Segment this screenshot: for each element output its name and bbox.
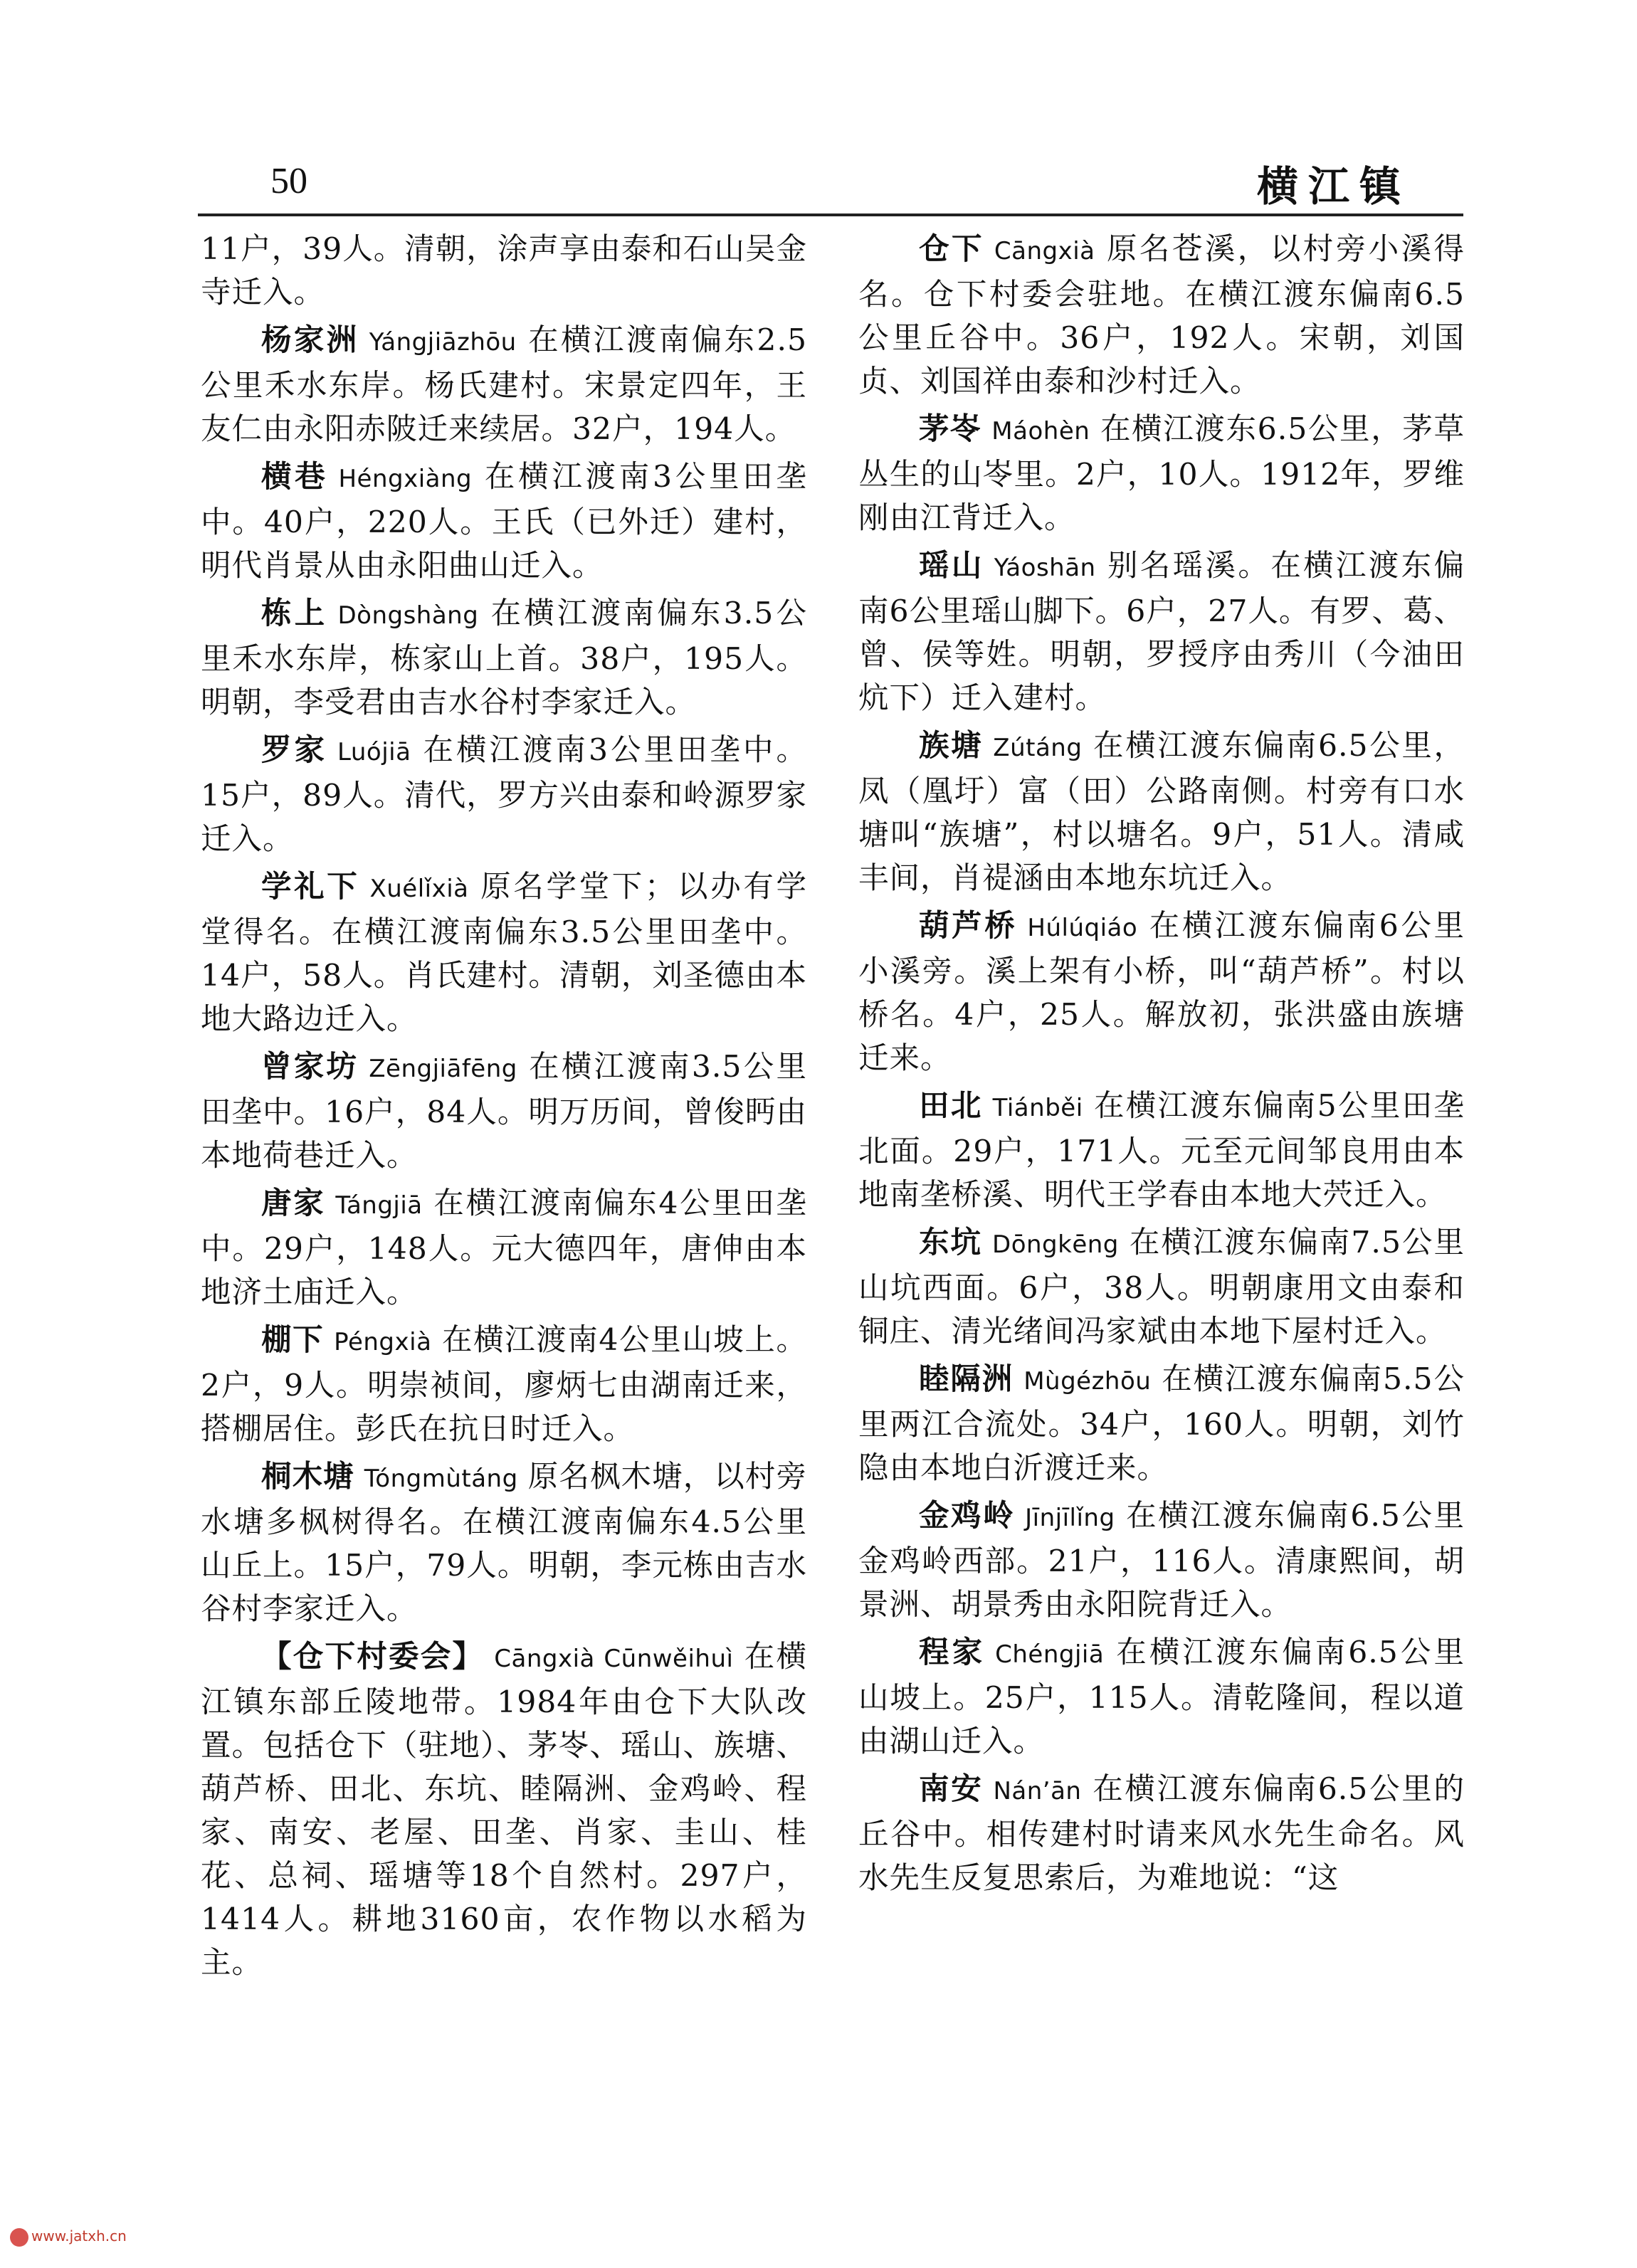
entry-paragraph	[201, 1455, 807, 1631]
left-column	[201, 228, 807, 2092]
entry-pinyin: Xuélǐxià	[369, 875, 469, 903]
entry-paragraph	[858, 1085, 1465, 1217]
entry-name: 茅岺	[919, 411, 982, 447]
entry-text: 在横江镇东部丘陵地带。1984年由仓下大队改置。包括仓下（驻地）、茅岺、瑶山、族塘、葫芦桥、田北、东坑、睦隔洲、金鸡岭、程家、南安、老屋、田垄、肖家、圭山、桂花、总祠、瑶塘等18个自然村。297户，1414人。耕地3160亩，农作物以水稻为主。	[201, 1640, 807, 1980]
entry-text: 在横江渡东6.5公里，茅草丛生的山岺里。2户，10人。1912年，罗维刚由江背迁入。	[858, 412, 1465, 536]
entry-paragraph	[858, 1768, 1465, 1900]
entry-name: 瑶山	[919, 548, 984, 584]
entry-pinyin: Yáoshān	[994, 554, 1096, 582]
entry-paragraph	[201, 455, 807, 588]
entry-pinyin: Máohèn	[991, 417, 1090, 445]
entry-paragraph	[201, 228, 807, 315]
entry-pinyin: Tóngmùtáng	[364, 1465, 518, 1493]
entry-name: 罗家	[261, 732, 328, 768]
entry-name: 东坑	[919, 1225, 983, 1260]
entry-text: 在横江渡南偏东2.5公里禾水东岸。杨氏建村。宋景定四年，王友仁由永阳赤陂迁来续居。32户，194人。	[201, 323, 807, 447]
entry-pinyin: Tiánběi	[992, 1094, 1083, 1122]
entry-paragraph	[858, 724, 1465, 900]
entry-name: 栋上	[261, 596, 328, 631]
entry-text: 原名学堂下；以办有学堂得名。在横江渡南偏东3.5公里田垄中。14户，58人。肖氏建村。清朝，刘圣德由本地大路边迁入。	[201, 870, 807, 1037]
entry-pinyin: Chéngjiā	[995, 1640, 1105, 1669]
entry-pinyin: Mùgézhōu	[1023, 1367, 1152, 1396]
entry-name: 程家	[919, 1635, 986, 1670]
entry-text: 在横江渡东偏南6.5公里，凤（凰圩）富（田）公路南侧。村旁有口水塘叫“族塘”，村以塘名。9户，51人。清咸丰间，肖禔涵由本地东坑迁入。	[858, 729, 1465, 896]
entry-name: 桐木塘	[261, 1459, 354, 1494]
entry-text: 在横江渡东偏南5.5公里两江合流处。34户，160人。明朝，刘竹隐由本地白沂渡迁来。	[858, 1362, 1465, 1486]
entry-paragraph	[858, 1221, 1465, 1354]
entry-text: 在横江渡南4公里山坡上。2户，9人。明崇祯间，廖炳七由湖南迁来，搭棚居住。彭氏在抗日时迁入。	[201, 1323, 807, 1447]
entry-paragraph	[858, 904, 1465, 1080]
entry-paragraph	[858, 1494, 1465, 1627]
entry-pinyin: Cāngxià	[994, 237, 1095, 265]
entry-paragraph	[201, 1045, 807, 1178]
entry-paragraph	[201, 729, 807, 861]
entry-name: 金鸡岭	[919, 1498, 1016, 1534]
entry-paragraph	[858, 544, 1465, 720]
entry-text: 别名瑶溪。在横江渡东偏南6公里瑶山脚下。6户，27人。有罗、葛、曾、侯等姓。明朝，罗授序由秀川（今油田炕下）迁入建村。	[858, 549, 1465, 716]
entry-pinyin: Dòngshàng	[337, 601, 479, 630]
entry-text: 在横江渡东偏南6.5公里金鸡岭西部。21户，116人。清康熙间，胡景洲、胡景秀由永阳院背迁入。	[858, 1499, 1465, 1623]
entry-pinyin: Húlúqiáo	[1027, 914, 1138, 942]
watermark	[10, 2227, 127, 2247]
entry-name: 田北	[919, 1088, 983, 1124]
entry-pinyin: Héngxiàng	[338, 465, 473, 493]
entry-text: 在横江渡东偏南6公里小溪旁。溪上架有小桥，叫“葫芦桥”。村以桥名。4户，25人。解放初，张洪盛由族塘迁来。	[858, 909, 1465, 1076]
entry-text: 在横江渡南偏东4公里田垄中。29户，148人。元大德四年，唐伸由本地济土庙迁入。	[201, 1186, 807, 1310]
entry-name: 【仓下村委会】	[261, 1639, 485, 1674]
entry-paragraph	[201, 865, 807, 1041]
entry-paragraph	[858, 228, 1465, 404]
entry-pinyin: Nán’ān	[993, 1777, 1082, 1805]
entry-paragraph	[201, 592, 807, 724]
entry-text: 在横江渡东偏南6.5公里的丘谷中。相传建村时请来风水先生命名。风水先生反复思索后，为难地说：“这	[858, 1772, 1465, 1896]
entry-text: 在横江渡东偏南5公里田垄北面。29户，171人。元至元间邹良用由本地南垄桥溪、明代王学春由本地大茓迁入。	[858, 1089, 1465, 1213]
right-column	[858, 228, 1465, 2092]
entry-paragraph	[201, 319, 807, 451]
entry-name: 杨家洲	[261, 322, 359, 358]
page-number: 50	[270, 161, 307, 201]
entry-pinyin: Zēngjiāfēng	[369, 1055, 517, 1083]
entry-name: 仓下	[919, 231, 984, 267]
entry-name: 睦隔洲	[919, 1361, 1014, 1397]
entry-pinyin: Péngxià	[334, 1328, 432, 1356]
watermark-logo-icon	[10, 2228, 28, 2247]
entry-name: 南安	[919, 1771, 984, 1807]
entry-pinyin: Yángjiāzhōu	[369, 328, 517, 357]
entry-paragraph	[858, 1358, 1465, 1490]
entry-text: 在横江渡南3公里田垄中。15户，89人。清代，罗方兴由泰和岭源罗家迁入。	[201, 733, 807, 857]
entry-name: 曾家坊	[261, 1049, 359, 1085]
entry-name: 葫芦桥	[919, 908, 1018, 944]
entry-name: 横巷	[261, 459, 329, 495]
header-rule	[198, 213, 1463, 216]
entry-text: 在横江渡东偏南6.5公里山坡上。25户，115人。清乾隆间，程以道由湖山迁入。	[858, 1635, 1465, 1759]
entry-text: 在横江渡南偏东3.5公里禾水东岸，栋家山上首。38户，195人。明朝，李受君由吉水谷村李家迁入。	[201, 596, 807, 720]
entry-pinyin: Luójiā	[337, 738, 411, 766]
entry-text: 在横江渡南3.5公里田垄中。16户，84人。明万历间，曾俊眄由本地荷巷迁入。	[201, 1050, 807, 1173]
entry-pinyin: Jīnjīlǐng	[1025, 1504, 1115, 1532]
running-title: 横江镇	[1256, 162, 1411, 211]
entry-pinyin: Cāngxià Cūnwěihuì	[494, 1645, 734, 1673]
entry-paragraph	[858, 1631, 1465, 1763]
entry-pinyin: Zútáng	[993, 734, 1083, 762]
entry-paragraph	[201, 1182, 807, 1314]
entry-text: 在横江渡东偏南7.5公里山坑西面。6户，38人。明朝康用文由泰和铜庄、清光绪间冯家斌由本地下屋村迁入。	[858, 1225, 1465, 1349]
entry-text: 原名苍溪，以村旁小溪得名。仓下村委会驻地。在横江渡东偏南6.5公里丘谷中。36户，192人。宋朝，刘国贞、刘国祥由泰和沙村迁入。	[858, 232, 1465, 399]
entry-paragraph	[858, 408, 1465, 540]
entry-paragraph	[201, 1319, 807, 1451]
entry-pinyin: Dōngkēng	[992, 1230, 1119, 1259]
entry-text: 原名枫木塘，以村旁水塘多枫树得名。在横江渡南偏东4.5公里山丘上。15户，79人。明朝，李元栋由吉水谷村李家迁入。	[201, 1460, 807, 1627]
entry-pinyin: Tángjiā	[335, 1191, 423, 1220]
entry-text: 11户，39人。清朝，涂声享由泰和石山吴金寺迁入。	[201, 232, 807, 310]
entry-name: 学礼下	[261, 869, 360, 904]
watermark-text: www.jatxh.cn	[31, 2227, 127, 2245]
entry-text: 在横江渡南3公里田垄中。40户，220人。王氏（已外迁）建村，明代肖景从由永阳曲山迁入。	[201, 460, 807, 584]
entry-name: 族塘	[919, 728, 984, 764]
entry-name: 棚下	[261, 1322, 325, 1358]
entry-paragraph	[201, 1635, 807, 1985]
entry-name: 唐家	[261, 1186, 326, 1221]
